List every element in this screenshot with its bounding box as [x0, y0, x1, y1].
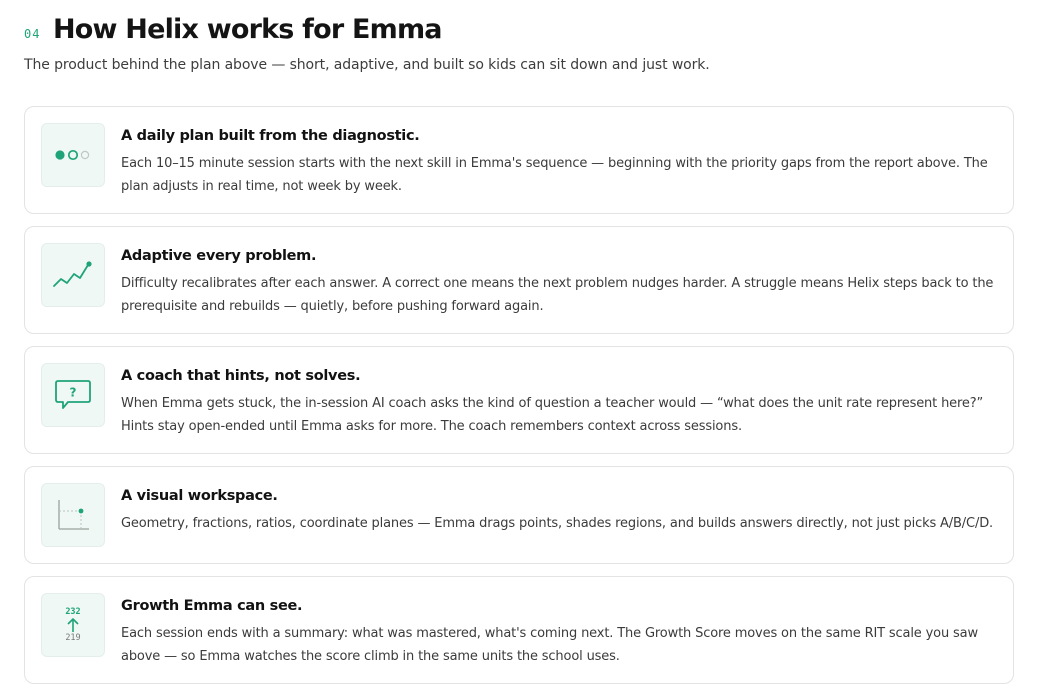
card-description: Geometry, fractions, ratios, coordinate planes — Emma drags points, shades regions, and builds answers directly, not just picks A/B/C/D.	[121, 516, 994, 531]
card-title: A coach that hints, not solves.	[121, 368, 361, 384]
card-description: Each session ends with a summary: what was mastered, what's coming next. The Growth Score moves on the same RIT scale you saw above — so Emma watches the score climb in the same units the school uses.	[121, 626, 978, 664]
card-title: Growth Emma can see.	[121, 598, 303, 614]
card-body	[121, 598, 995, 668]
card-body	[121, 368, 995, 438]
section-title: How Helix works for Emma	[53, 14, 442, 45]
question-bubble-icon	[41, 363, 105, 427]
card-body	[121, 488, 995, 536]
feature-card-workspace	[24, 466, 1014, 564]
card-title: Adaptive every problem.	[121, 248, 317, 264]
title-row	[24, 14, 1016, 54]
coordinate-plane-icon	[41, 483, 105, 547]
card-body	[121, 128, 995, 198]
feature-card-adaptive	[24, 226, 1014, 334]
section-number: 04	[24, 27, 41, 41]
growth-arrow-icon	[41, 593, 105, 657]
card-description: When Emma gets stuck, the in-session AI coach asks the kind of question a teacher would — “what does the unit rate represent here?” Hints stay open-ended until Emma asks for more. The coach remembers context across sessions.	[121, 396, 984, 434]
feature-card-coach	[24, 346, 1014, 454]
question-glyph: ?	[69, 385, 77, 400]
up-arrow-icon	[66, 617, 80, 633]
progress-dots-icon	[41, 123, 105, 187]
section-subtitle: The product behind the plan above — short, adaptive, and built so kids can sit down and just work.	[24, 57, 710, 73]
card-title: A visual workspace.	[121, 488, 278, 504]
feature-card-daily-plan	[24, 106, 1014, 214]
card-title: A daily plan built from the diagnostic.	[121, 128, 420, 144]
card-description: Difficulty recalibrates after each answer. A correct one means the next problem nudges harder. A struggle means Helix steps back to the prerequisite and rebuilds — quietly, before pushing forward again.	[121, 276, 994, 314]
growth-score-new: 232	[65, 607, 81, 617]
card-body	[121, 248, 995, 318]
card-description: Each 10–15 minute session starts with the next skill in Emma's sequence — beginning with the priority gaps from the report above. The plan adjusts in real time, not week by week.	[121, 156, 988, 194]
growth-score-old: 219	[65, 633, 81, 643]
trend-line-icon	[41, 243, 105, 307]
feature-card-growth	[24, 576, 1014, 684]
section-header	[24, 14, 1016, 73]
